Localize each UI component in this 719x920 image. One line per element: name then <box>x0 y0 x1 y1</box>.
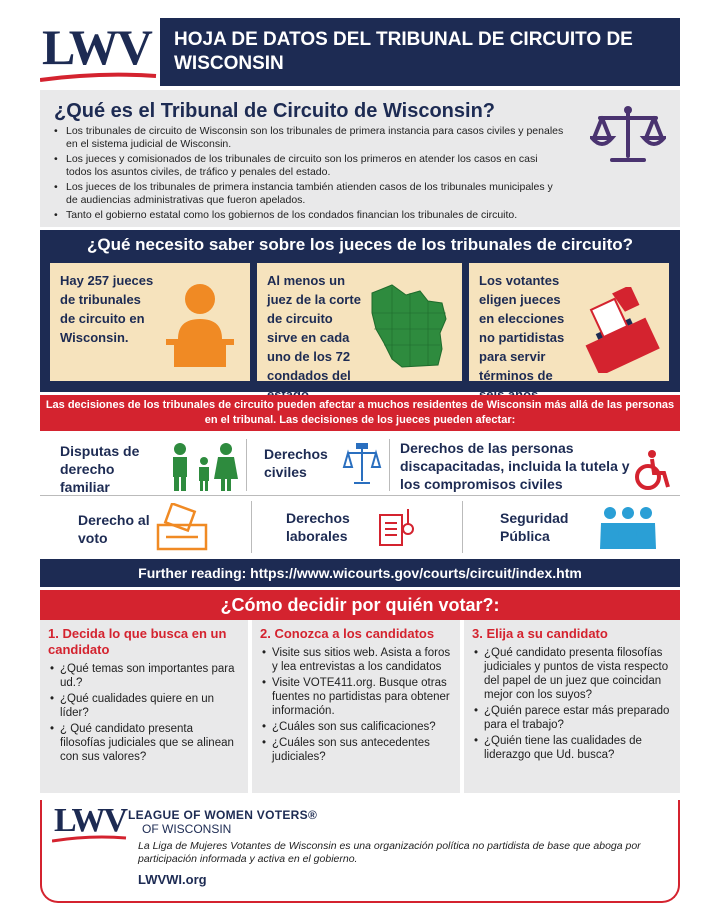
family-icon <box>168 441 240 493</box>
decide-column-3 <box>464 620 680 793</box>
judges-heading: ¿Qué necesito saber sobre los jueces de los tribunales de circuito? <box>86 235 634 254</box>
column-title: 3. Elija a su candidato <box>472 626 608 641</box>
judges-section <box>40 230 680 392</box>
column-title: 2. Conozca a los candidatos <box>260 626 435 641</box>
card-text: Al menos un juez de la corte de circuito sirve en cada uno de los 72 condados del <box>267 273 361 383</box>
list-item: • ¿Qué temas son importantes para ud.? <box>48 662 240 690</box>
footer-logo: LWV <box>54 802 127 839</box>
what-is-section <box>40 90 680 227</box>
decide-column-1 <box>40 620 248 793</box>
logo-swoosh-icon <box>40 70 158 84</box>
org-description: La Liga de Mujeres Votantes de Wisconsin es una organización política no partidista de base que aboga por participación informada y activa en el gobierno. <box>138 840 641 865</box>
judge-icon <box>160 279 240 367</box>
topic-labor-rights: Derechos laborales <box>286 510 350 544</box>
list-item: • Visite VOTE411.org. Busque otras fuentes no partidistas para obtener información. <box>260 676 452 718</box>
voting-box-icon <box>152 503 212 553</box>
website-link[interactable]: LWVWI.org <box>138 872 207 887</box>
list-item: • ¿Cuáles son sus calificaciones? <box>260 720 452 734</box>
impact-banner: Las decisiones de los tribunales de circuito pueden afectar a muchos residentes de Wisconsin más allá de las personas en el tribunal. Las decisiones de los jueces pueden afectar: <box>40 395 680 431</box>
footer-logo-swoosh-icon <box>52 834 128 844</box>
list-item: • ¿Quién parece estar más preparado para el trabajo? <box>472 704 672 732</box>
judge-count-card <box>50 263 250 381</box>
list-item: • ¿Quién tiene las cualidades de liderazgo que Ud. busca? <box>472 734 672 762</box>
list-item: • ¿ Qué candidato presenta filosofías judiciales que se alinean con sus valores? <box>48 722 240 764</box>
list-item: • ¿Qué candidato presenta filosofías judiciales y puntos de vista respecto del papel de un juez que coincidan mejor con los suyos? <box>472 646 672 702</box>
topic-public-safety: Seguridad Pública <box>500 510 569 544</box>
lwv-logo <box>40 18 158 86</box>
wisconsin-map-icon <box>362 273 454 373</box>
counties-card <box>257 263 462 381</box>
org-name: LEAGUE OF WOMEN VOTERS® <box>128 808 318 822</box>
topic-disability-rights: Derechos de las personas discapacitadas, incluida la tutela y los compromisos civiles <box>400 440 630 492</box>
ballot-box-icon <box>575 287 661 373</box>
civil-rights-icon <box>342 443 382 487</box>
card-text: Hay 257 jueces de tribunales de circuito en Wisconsin. <box>60 273 154 345</box>
list-item: • Visite sus sitios web. Asista a foros y lea entrevistas a los candidatos <box>260 646 452 674</box>
decide-heading: ¿Cómo decidir por quién votar?: <box>40 590 680 620</box>
further-reading-link[interactable]: Further reading: https://www.wicourts.gov/courts/circuit/index.htm <box>40 559 680 587</box>
what-is-list <box>54 125 564 222</box>
elections-card <box>469 263 669 381</box>
scales-of-justice-icon <box>590 104 666 166</box>
list-item: • ¿Qué cualidades quiere en un líder? <box>48 692 240 720</box>
topic-civil-rights: Derechos civiles <box>264 446 328 480</box>
list-item: • Tanto el gobierno estatal como los gobiernos de los condados financian los tribunales de circuito. <box>54 209 564 222</box>
org-state: OF WISCONSIN <box>142 822 232 836</box>
list-item: • ¿Cuáles son sus antecedentes judiciales? <box>260 736 452 764</box>
divider <box>246 439 247 491</box>
card-text: Los votantes eligen jueces en elecciones no partidistas para servir términos de <box>479 273 565 383</box>
list-item: • Los jueces de los tribunales de primera instancia también atienden casos de los tribunales municipales y de audiencias administrativas que fueron apelados. <box>54 181 564 207</box>
logo-text: LWV <box>42 19 151 75</box>
topic-voting-rights: Derecho al voto <box>78 512 150 546</box>
divider <box>251 501 252 553</box>
list-item: • Los jueces y comisionados de los tribunales de circuito son los primeros en atender los casos en casi todos los asuntos civiles, de tráfico y penales del estado. <box>54 153 564 179</box>
what-is-heading: ¿Qué es el Tribunal de Circuito de Wisconsin? <box>54 100 496 122</box>
divider <box>389 439 390 491</box>
list-item: • Los tribunales de circuito de Wisconsin son los tribunales de primera instancia para casos civiles y penales en el sistema judicial de Wisconsin. <box>54 125 564 151</box>
decide-column-2 <box>252 620 460 793</box>
divider <box>462 501 463 553</box>
topics-grid <box>40 433 680 555</box>
column-title: 1. Decida lo que busca en un candidato <box>48 626 227 657</box>
wheelchair-icon <box>632 449 674 493</box>
labor-rights-icon <box>376 505 420 551</box>
public-safety-icon <box>598 503 658 553</box>
topic-family-law: Disputas de derecho familiar <box>60 443 140 495</box>
page-title: HOJA DE DATOS DEL TRIBUNAL DE CIRCUITO DE WISCONSIN <box>160 18 680 86</box>
footer <box>40 800 680 903</box>
